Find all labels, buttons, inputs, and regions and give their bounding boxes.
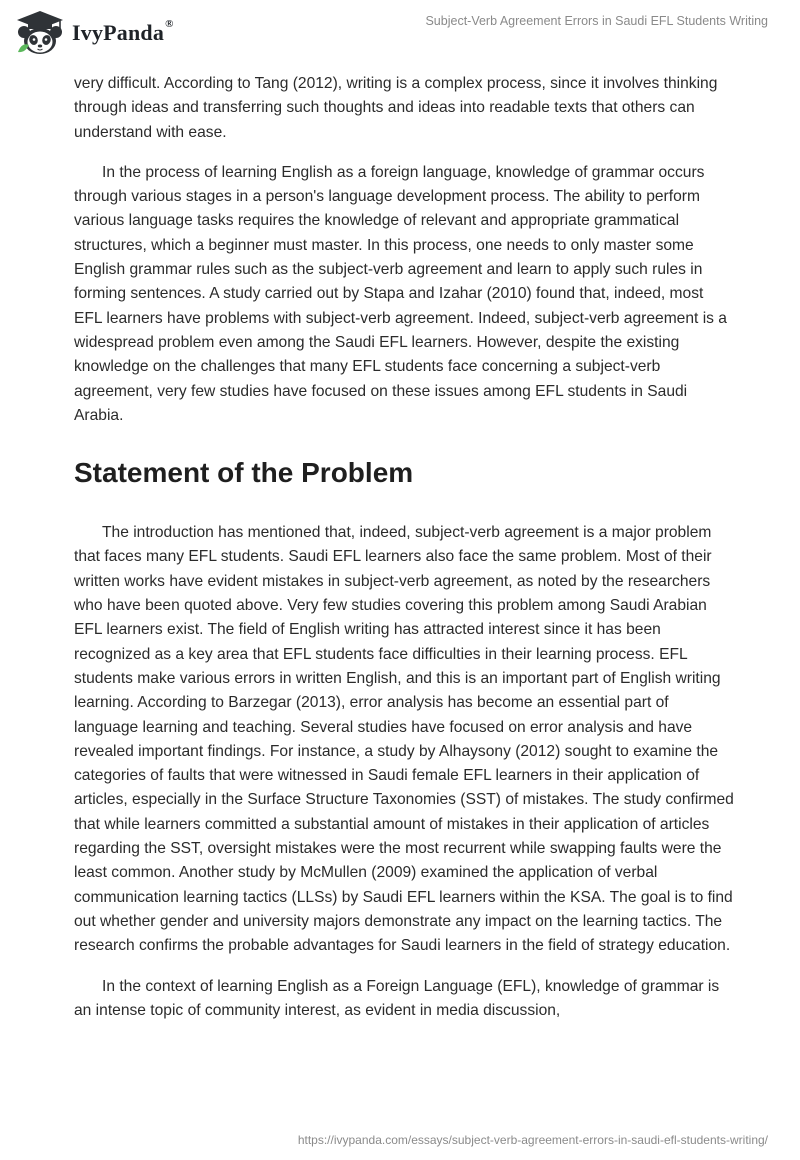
paragraph: In the process of learning English as a foreign language, knowledge of grammar occurs through various stages in a person's language development process. The ability to perform various language tasks requires the knowledge of relevant and appropriate grammatical structures, which a beginner must master. In this process, one needs to only master some English grammar rules such as the subject-verb agreement and learn to apply such rules in forming sentences. A study carried out by Stapa and Izahar (2010) found that, indeed, most EFL learners have problems with subject-verb agreement. Indeed, subject-verb agreement is a widespread problem even among the Saudi EFL learners. However, despite the existing knowledge on the challenges that many EFL students face concerning a subject-verb agreement, very few studies have focused on these issues among EFL students in Saudi Arabia. (74, 163, 727, 424)
brand-logo[interactable] (14, 8, 174, 58)
registered-mark: ® (165, 18, 174, 30)
page-header (0, 0, 800, 68)
paragraph: The introduction has mentioned that, indeed, subject-verb agreement is a major problem that faces many EFL students. Saudi EFL learners also face the same problem. Most of their written works have evident mistakes in subject-verb agreement, as noted by the researchers who have been quoted above. Very few studies covering this problem among Saudi Arabian EFL learners exist. The field of English writing has attracted interest since it has been recognized as a key area that EFL students face difficulties in their learning process. EFL students make various errors in written English, and this is an important part of English writing learning. According to Barzegar (2013), error analysis has become an essential part of language learning and teaching. Several studies have focused on error analysis and have revealed important findings. For instance, a study by Alhaysony (2012) sought to examine the categories of faults that were witnessed in Saudi female EFL learners in their application of articles, especially in the Surface Structure Taxonomies (SST) of mistakes. The study confirmed that while learners committed a substantial amount of mistakes in their application of articles regarding the SST, oversight mistakes were the most recurrent while swapping faults were the least common. Another study by McMullen (2009) examined the application of verbal communication learning tactics (LLSs) by Saudi EFL learners within the KSA. The goal is to find out whether gender and university majors demonstrate any impact on the learning tactics. The research confirms the probable advantages for Saudi learners in the field of strategy education. (74, 524, 734, 955)
section-heading: Statement of the Problem (74, 457, 414, 489)
document-title: Subject-Verb Agreement Errors in Saudi EFL Students Writing (425, 14, 768, 28)
paragraph: very difficult. According to Tang (2012), writing is a complex process, since it involves thinking through ideas and transferring such thoughts and ideas into readable texts that others can understand with ease. (74, 75, 718, 141)
source-url[interactable]: https://ivypanda.com/essays/subject-verb-agreement-errors-in-saudi-efl-students-writing/ (297, 1133, 768, 1147)
article-body (74, 72, 734, 1039)
panda-graduate-icon (14, 8, 66, 58)
brand-name: IvyPanda® (72, 18, 174, 45)
paragraph: In the context of learning English as a Foreign Language (EFL), knowledge of grammar is an intense topic of community interest, as evident in media discussion, (74, 977, 720, 1019)
